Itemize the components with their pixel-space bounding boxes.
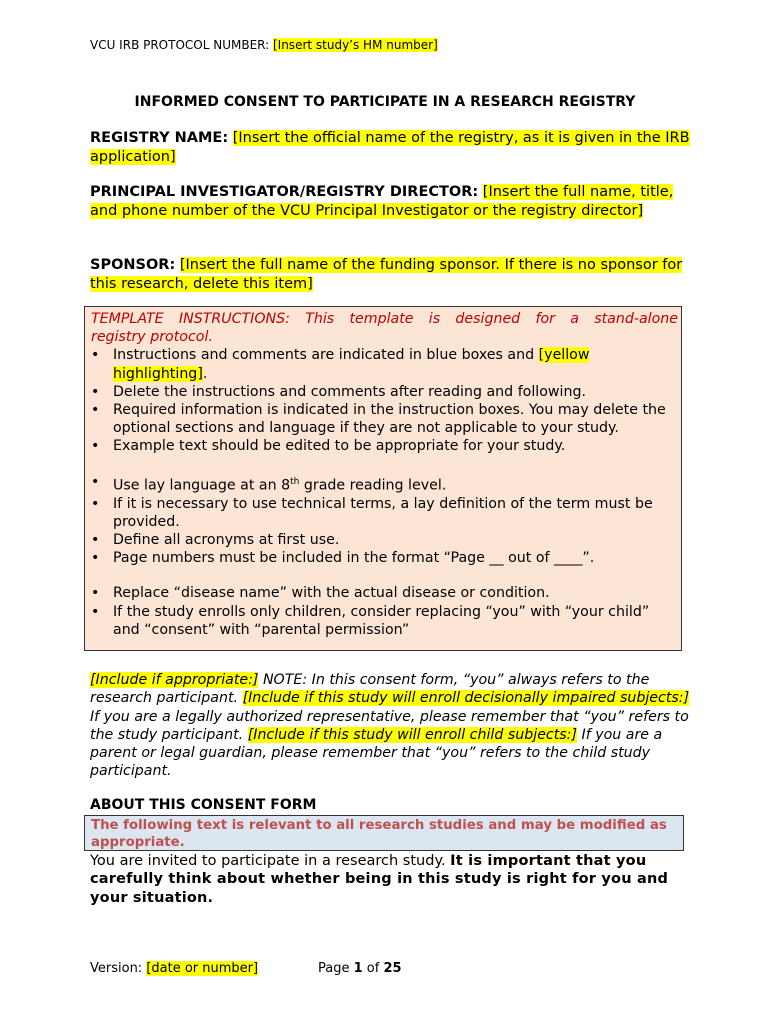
registry-name-field: [90, 129, 690, 166]
registry-name-value: [Insert the official name of the registry, as it is given in the IRB application]: [90, 130, 690, 165]
list-item: • Required information is indicated in the instruction boxes. You may delete the optional sections and language if they are not applicable to your study.: [91, 401, 678, 437]
consent-intro-paragraph: [90, 852, 690, 907]
you-refers-note: [90, 671, 690, 781]
note-text-1: NOTE: In this consent form, “you” always refers to the research participant.: [90, 672, 650, 707]
note-text-2: If you are a legally authorized representative, please remember that “you” refers to the study participant.: [90, 708, 689, 743]
footer-version: Version: [date or number]: [90, 961, 259, 976]
note-condition-3: [Include if this study will enroll child subjects:]: [247, 726, 577, 743]
principal-investigator-value: [Insert the full name, title, and phone number of the VCU Principal Investigator or the registry director]: [90, 184, 674, 219]
note-text-3: If you are a parent or legal guardian, please remember that “you” refers to the child study participant.: [90, 726, 663, 780]
list-item: • Use lay language at an 8th grade reading level.: [91, 473, 678, 495]
instructions-list-2: [91, 473, 678, 568]
note-condition-1: [Include if appropriate:]: [90, 672, 259, 688]
principal-investigator-field: [90, 183, 690, 220]
instructions-list-1: [91, 346, 678, 455]
instructions-list-3: [91, 584, 678, 639]
list-item: • Delete the instructions and comments after reading and following.: [91, 383, 678, 401]
template-instructions-box: [84, 306, 682, 651]
footer-page-number: Page 1 of 25: [318, 961, 402, 976]
sponsor-label: SPONSOR:: [90, 257, 176, 273]
protocol-number-label: VCU IRB PROTOCOL NUMBER:: [90, 38, 273, 52]
principal-investigator-label: PRINCIPAL INVESTIGATOR/REGISTRY DIRECTOR:: [90, 184, 479, 200]
protocol-number-header: [90, 38, 438, 52]
list-item: • Example text should be edited to be appropriate for your study.: [91, 437, 678, 455]
registry-name-label: REGISTRY NAME:: [90, 130, 229, 146]
sponsor-value: [Insert the full name of the funding sponsor. If there is no sponsor for this research, delete this item]: [90, 257, 683, 292]
instructions-title: TEMPLATE INSTRUCTIONS: This template is designed for a stand-alone: [91, 311, 678, 327]
list-item: • Define all acronyms at first use.: [91, 531, 678, 549]
instruction-blue-box: [84, 815, 684, 851]
page-total: 25: [383, 961, 402, 976]
about-consent-heading: ABOUT THIS CONSENT FORM: [90, 797, 317, 813]
page-title: INFORMED CONSENT TO PARTICIPATE IN A RESEARCH REGISTRY: [134, 94, 636, 110]
list-item: • If the study enrolls only children, consider replacing “you” with “your child” and “consent” with “parental permission”: [91, 603, 678, 639]
intro-plain-text: You are invited to participate in a research study.: [90, 853, 451, 869]
note-condition-2: [Include if this study will enroll decisionally impaired subjects:]: [242, 690, 690, 707]
yellow-highlight-sample: [yellow highlighting]: [113, 347, 590, 382]
version-placeholder: [date or number]: [146, 961, 259, 976]
page-current: 1: [353, 961, 363, 976]
list-item: • If it is necessary to use technical terms, a lay definition of the term must be provided.: [91, 495, 678, 531]
instructions-title-continued: registry protocol.: [91, 329, 213, 346]
protocol-number-placeholder: [Insert study’s HM number]: [272, 38, 438, 52]
list-item: • Replace “disease name” with the actual disease or condition.: [91, 584, 678, 602]
list-item: • Instructions and comments are indicated in blue boxes and [yellow highlighting].: [91, 346, 678, 382]
list-item: • Page numbers must be included in the format “Page __ out of ____”.: [91, 549, 678, 567]
intro-bold-text: It is important that you carefully think about whether being in this study is right for you and your situation.: [90, 853, 669, 906]
instruction-blue-box-text: The following text is relevant to all research studies and may be modified as appropriate.: [91, 818, 667, 850]
sponsor-field: [90, 256, 690, 293]
